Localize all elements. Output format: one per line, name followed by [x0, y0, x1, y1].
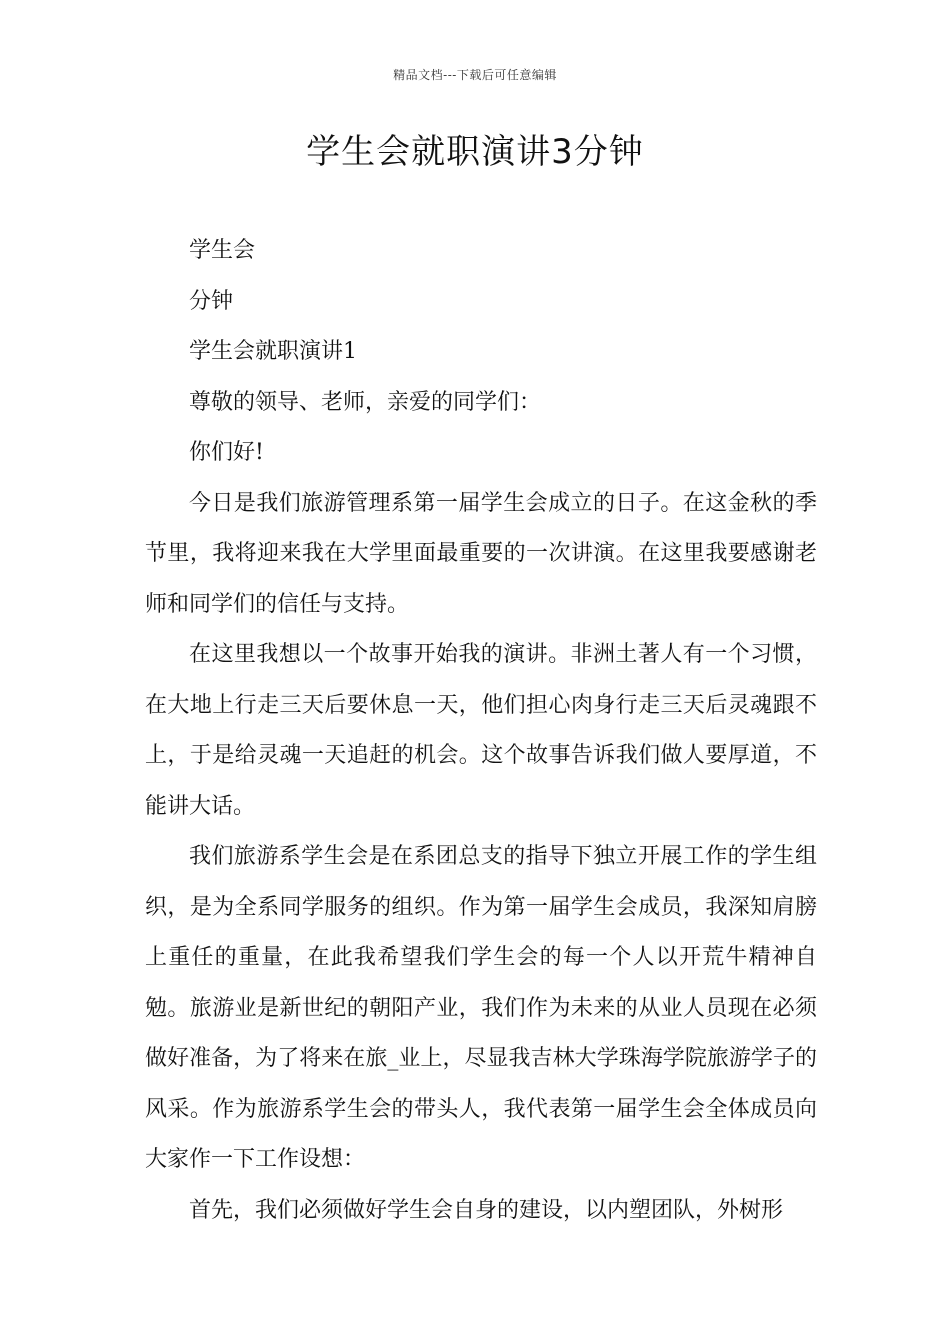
- header-note: 精品文档---下载后可任意编辑: [393, 68, 557, 82]
- paragraph: 我们旅游系学生会是在系团总支的指导下独立开展工作的学生组织，是为全系同学服务的组织。作为第一届学生会成员，我深知肩膀上重任的重量，在此我希望我们学生会的每一个人以开荒牛精神自勉。旅游业是新世纪的朝阳产业，我们作为未来的从业人员现在必须做好准备，为了将来在旅_业上，尽显我吉林大学珠海学院旅游学子的风采。作为旅游系学生会的带头人，我代表第一届学生会全体成员向大家作一下工作设想：: [145, 844, 817, 1172]
- paragraph: 学生会就职演讲1: [189, 339, 357, 364]
- salutation: 尊敬的领导、老师，亲爱的同学们：: [189, 389, 542, 415]
- greeting: 你们好!: [189, 440, 264, 465]
- paragraph: 分钟: [189, 288, 234, 314]
- paragraph: 今日是我们旅游管理系第一届学生会成立的日子。在这金秋的季节里，我将迎来我在大学里面最重要的一次讲演。在这里我要感谢老师和同学们的信任与支持。: [145, 490, 817, 617]
- paragraph: 在这里我想以一个故事开始我的演讲。非洲土著人有一个习惯，在大地上行走三天后要休息一天，他们担心肉身行走三天后灵魂跟不上，于是给灵魂一天追赶的机会。这个故事告诉我们做人要厚道，不能讲大话。: [145, 642, 817, 819]
- document-title: 学生会就职演讲3分钟: [306, 132, 644, 172]
- document-body: [145, 226, 817, 1236]
- paragraph: 学生会: [189, 238, 256, 263]
- paragraph: 首先，我们必须做好学生会自身的建设，以内塑团队，外树形: [189, 1197, 784, 1223]
